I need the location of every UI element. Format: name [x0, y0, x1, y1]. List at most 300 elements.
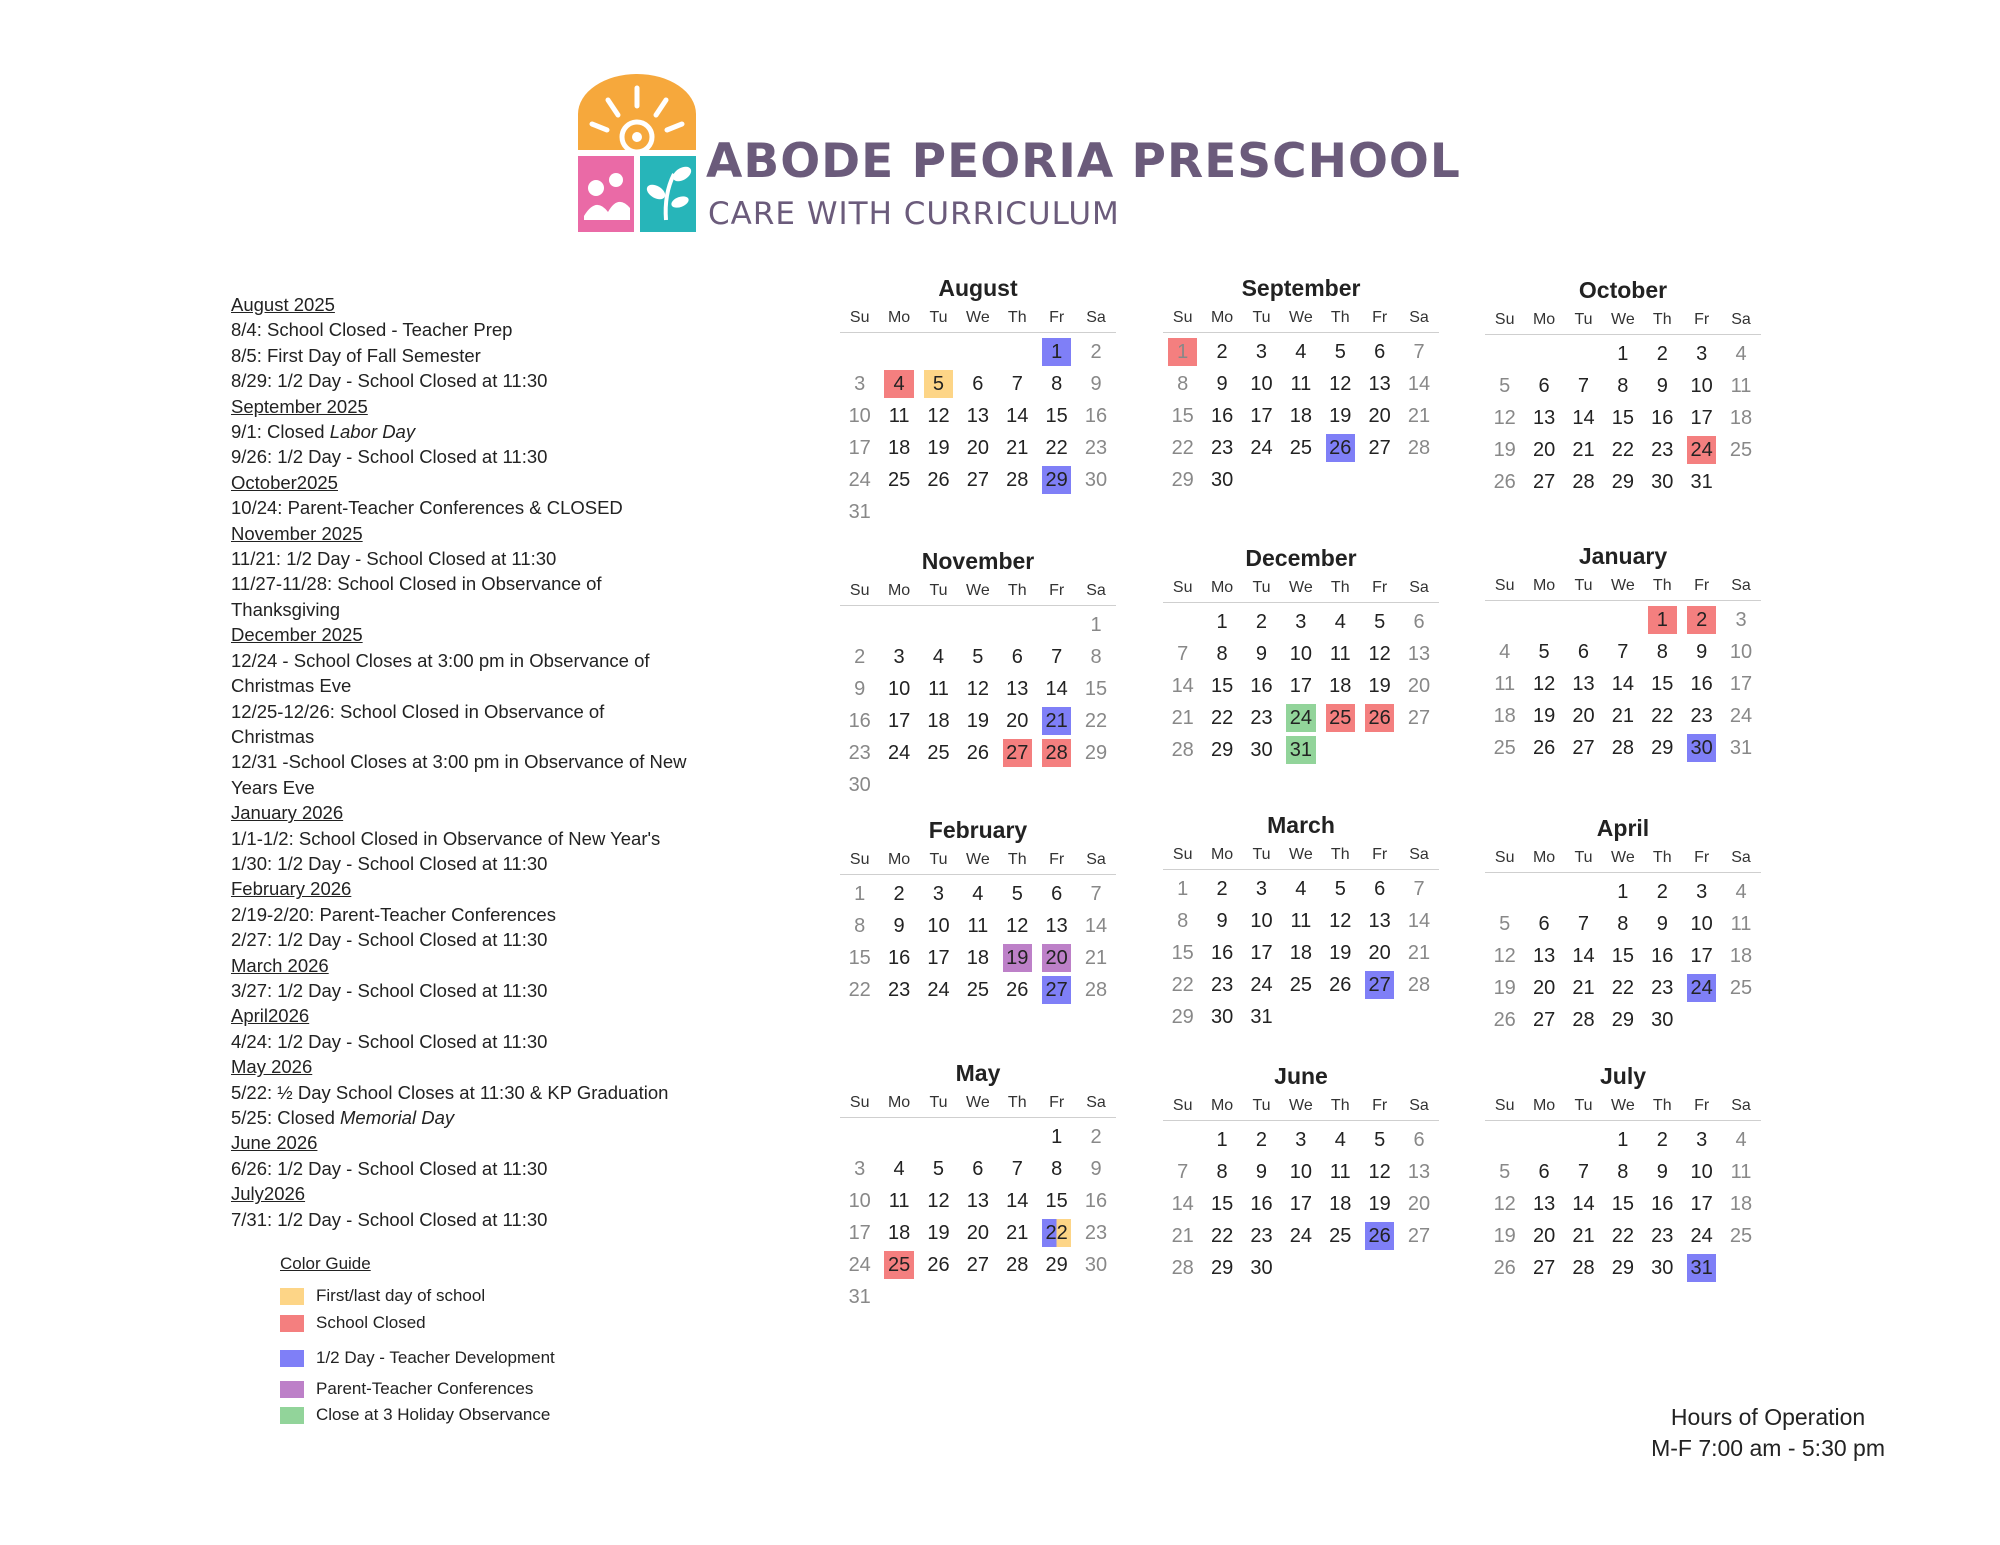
calendar-day: 18: [1729, 1193, 1753, 1215]
calendar-day: 23: [1651, 439, 1674, 461]
calendar-day: 21: [1611, 705, 1634, 727]
calendar-day: 13: [966, 1190, 989, 1212]
empty-cell: [840, 336, 879, 368]
calendar-day: 28: [1407, 974, 1431, 996]
calendar-day: 31: [848, 501, 871, 523]
weekday-label: Fr: [1372, 1097, 1388, 1114]
event-text: 5/25: Closed: [231, 1107, 341, 1128]
weekday-label: We: [966, 1094, 990, 1111]
calendar-day: 2: [1090, 341, 1102, 363]
calendar-day: 20: [1407, 675, 1431, 697]
calendar-day: 7: [1577, 913, 1590, 935]
empty-cell: [879, 609, 918, 641]
weekday-label: Sa: [1409, 579, 1429, 596]
event-text: 12/25-12/26: School Closed in Observance of: [231, 700, 605, 722]
calendar-day: 21: [1572, 439, 1595, 461]
calendar-day: 30: [1651, 1009, 1674, 1031]
calendar-day: 16: [848, 710, 871, 732]
calendar-day: 12: [1493, 407, 1516, 429]
calendar-day: 18: [1729, 945, 1753, 967]
event-line: [231, 597, 701, 622]
calendar-day: 17: [1289, 1193, 1312, 1215]
empty-cell: [998, 336, 1037, 368]
empty-cell: [1037, 609, 1076, 641]
weekday-label: We: [966, 582, 990, 599]
calendar-day: 28: [1084, 979, 1108, 1001]
calendar-day: 18: [1729, 407, 1753, 429]
legend-item: [280, 1405, 550, 1425]
event-month-heading: [231, 394, 701, 419]
days-grid: [1485, 1124, 1761, 1284]
event-month-heading: [231, 800, 701, 825]
weekday-label: Th: [1330, 579, 1350, 596]
event-text: 3/27: 1/2 Day - School Closed at 11:30: [231, 979, 548, 1001]
calendar-day: 29: [1171, 1006, 1194, 1028]
event-line: [231, 444, 701, 469]
calendar-day: 9: [1656, 1161, 1668, 1183]
school-tagline: CARE WITH CURRICULUM: [708, 196, 1120, 232]
calendar-day: 26: [1493, 471, 1516, 493]
calendar-day: 19: [927, 437, 950, 459]
calendar-day: 31: [1687, 1254, 1716, 1282]
calendar-day: 9: [1696, 641, 1708, 663]
event-month-heading: [231, 470, 701, 495]
calendar-day: 28: [1171, 1257, 1194, 1279]
event-text: December 2025: [231, 624, 363, 646]
calendar-day: 5: [1374, 1129, 1386, 1151]
calendar-day: 8: [1051, 1158, 1063, 1180]
weekday-header: [1485, 311, 1761, 335]
event-text: 8/29: 1/2 Day - School Closed at 11:30: [231, 370, 548, 392]
calendar-day: 1: [1617, 1129, 1629, 1151]
calendar-day: 7: [1090, 883, 1102, 905]
calendar-day: 23: [1651, 1225, 1674, 1247]
calendar-day: 11: [1290, 910, 1312, 932]
calendar-day: 30: [1687, 734, 1716, 762]
empty-cell: [1524, 1124, 1563, 1156]
calendar-day: 10: [848, 405, 871, 427]
month-title: October: [1578, 277, 1668, 303]
calendar-day: 30: [848, 774, 871, 796]
weekday-label: Th: [1007, 309, 1027, 326]
calendar-day: 17: [848, 1222, 871, 1244]
calendar-day: 31: [848, 1286, 871, 1308]
days-grid: [840, 609, 1116, 801]
calendar-day: 11: [967, 915, 989, 937]
calendar-day: 8: [1177, 910, 1189, 932]
calendar-day: 10: [1250, 910, 1273, 932]
month-calendar-may: [840, 1060, 1116, 1313]
weekday-label: Tu: [1252, 846, 1271, 863]
weekday-label: Mo: [1532, 311, 1556, 328]
calendar-day: 20: [1042, 944, 1071, 972]
weekday-label: Su: [1494, 849, 1515, 866]
calendar-day: 22: [1045, 437, 1068, 459]
event-text: 6/26: 1/2 Day - School Closed at 11:30: [231, 1157, 548, 1179]
calendar-day: 7: [1413, 341, 1425, 363]
calendar-day: 24: [848, 469, 871, 491]
weekday-label: Su: [849, 851, 870, 868]
event-text: 8/4: School Closed - Teacher Prep: [231, 319, 513, 341]
calendar-day: 25: [1329, 1225, 1352, 1247]
weekday-label: Th: [1652, 311, 1672, 328]
calendar-day: 1: [1051, 1126, 1063, 1148]
calendar-day: 7: [1011, 1158, 1023, 1180]
event-text: October2025: [231, 471, 338, 493]
calendar-day: 20: [1572, 705, 1595, 727]
month-calendar-july: [1485, 1063, 1761, 1284]
calendar-day: 21: [1407, 405, 1431, 427]
calendar-day: 31: [1729, 737, 1753, 759]
month-title: June: [1274, 1063, 1328, 1089]
calendar-day: 25: [966, 979, 989, 1001]
calendar-day: 11: [888, 1190, 910, 1212]
calendar-day: 9: [1216, 910, 1228, 932]
calendar-day: 25: [1289, 437, 1312, 459]
event-text: Years Eve: [231, 776, 315, 798]
calendar-day: 18: [927, 710, 950, 732]
event-line: [231, 699, 701, 724]
calendar-day: 21: [1084, 947, 1108, 969]
days-grid: [840, 336, 1116, 528]
legend-label: Parent-Teacher Conferences: [316, 1379, 534, 1398]
calendar-day: 31: [1250, 1006, 1273, 1028]
weekday-label: Th: [1652, 1097, 1672, 1114]
calendar-day: 27: [1407, 1225, 1431, 1247]
event-text: Christmas Eve: [231, 675, 352, 697]
event-line: [231, 571, 701, 596]
calendar-day: 19: [1368, 1193, 1391, 1215]
calendar-day: 24: [1687, 974, 1716, 1002]
event-line: [231, 1105, 701, 1130]
calendar-day: 2: [1255, 1129, 1268, 1151]
weekday-label: Mo: [1532, 1097, 1556, 1114]
empty-cell: [1564, 1124, 1603, 1156]
weekday-label: Tu: [1252, 309, 1271, 326]
calendar-day: 9: [1656, 375, 1668, 397]
calendar-day: 21: [1171, 707, 1194, 729]
calendar-day: 24: [887, 742, 911, 764]
calendar-day: 2: [1656, 343, 1668, 365]
weekday-label: Fr: [1049, 582, 1065, 599]
calendar-day: 2: [1656, 1129, 1668, 1151]
calendar-day: 26: [1326, 434, 1355, 462]
calendar-day: 22: [1611, 439, 1634, 461]
weekday-header: [1163, 846, 1439, 870]
calendar-day: 16: [1084, 405, 1108, 427]
calendar-day: 25: [1729, 439, 1753, 461]
calendar-day: 5: [1499, 375, 1511, 397]
calendar-day: 11: [1730, 913, 1752, 935]
calendar-day: 21: [1572, 1225, 1595, 1247]
calendar-day: 8: [1051, 373, 1063, 395]
month-calendar-february: [840, 817, 1116, 1006]
calendar-day: 12: [1532, 673, 1556, 695]
event-text: 9/1: Closed: [231, 421, 330, 443]
weekday-label: Mo: [1210, 846, 1234, 863]
calendar-day: 6: [1538, 913, 1550, 935]
calendar-day: 14: [1611, 673, 1634, 695]
weekday-label: Su: [1172, 309, 1193, 326]
event-line: [231, 749, 701, 774]
days-grid: [1485, 876, 1761, 1036]
event-line: [231, 368, 701, 393]
calendar-day: 22: [1210, 707, 1234, 729]
calendar-day: 23: [887, 979, 911, 1001]
days-grid: [1163, 336, 1439, 496]
empty-cell: [1564, 338, 1603, 370]
legend-item: [280, 1348, 555, 1368]
weekday-label: Mo: [1532, 849, 1556, 866]
month-title: July: [1599, 1063, 1647, 1089]
event-line: [231, 724, 701, 749]
calendar-day: 22: [1611, 977, 1634, 999]
calendar-day: 29: [1210, 739, 1234, 761]
weekday-header: [1163, 309, 1439, 333]
calendar-day: 30: [1651, 471, 1674, 493]
calendar-day: 7: [1051, 646, 1063, 668]
hours-title: Hours of Operation: [1670, 1404, 1866, 1430]
calendar-day: 27: [966, 1254, 989, 1276]
calendar-day: 6: [1538, 375, 1550, 397]
calendar-day: 8: [854, 915, 866, 937]
calendar-day: 26: [1329, 974, 1352, 996]
calendar-day: 2: [1687, 606, 1716, 634]
legend-label: Close at 3 Holiday Observance: [316, 1405, 551, 1424]
calendar-day: 3: [1696, 343, 1708, 365]
calendar-day: 13: [1045, 915, 1068, 937]
calendar-day: 21: [1407, 942, 1431, 964]
empty-cell: [1163, 606, 1202, 638]
weekday-label: Sa: [1409, 846, 1429, 863]
month-calendar-august: [840, 275, 1116, 528]
calendar-day: 4: [1735, 343, 1747, 365]
calendar-day: 18: [1493, 705, 1516, 727]
calendar-day: 17: [887, 710, 911, 732]
calendar-day: 12: [1493, 1193, 1516, 1215]
weekday-header: [840, 582, 1116, 606]
weekday-header: [1485, 577, 1761, 601]
weekday-label: Su: [849, 309, 870, 326]
calendar-day: 16: [1651, 945, 1674, 967]
calendar-day: 4: [1334, 611, 1346, 633]
calendar-day: 21: [1042, 707, 1071, 735]
calendar-day: 29: [1045, 1254, 1068, 1276]
calendar-day: 7: [1011, 373, 1023, 395]
calendar-day: 25: [1289, 974, 1312, 996]
calendar-day: 15: [1611, 407, 1634, 429]
event-holiday-name: Labor Day: [329, 421, 416, 443]
calendar-day: 28: [1572, 1257, 1595, 1279]
calendar-day: 11: [1730, 375, 1752, 397]
empty-cell: [998, 609, 1037, 641]
event-month-heading: [231, 1181, 701, 1206]
calendar-day: 20: [1407, 1193, 1431, 1215]
calendar-day: 27: [1572, 737, 1595, 759]
calendar-day: 19: [1493, 1225, 1516, 1247]
weekday-label: Mo: [887, 309, 911, 326]
calendar-day: 15: [1651, 673, 1674, 695]
calendar-day: 22: [1651, 705, 1674, 727]
calendar-day: 14: [1006, 405, 1029, 427]
event-text: 8/5: First Day of Fall Semester: [231, 344, 481, 366]
calendar-day: 5: [1499, 1161, 1511, 1183]
calendar-day: 8: [1216, 643, 1228, 665]
calendar-day: 19: [1368, 675, 1391, 697]
preschool-logo: [578, 74, 696, 232]
calendar-day: 14: [1084, 915, 1108, 937]
weekday-header: [1163, 1097, 1439, 1121]
calendar-day: 12: [1368, 1161, 1391, 1183]
event-month-heading: [231, 1130, 701, 1155]
calendar-day: 10: [1250, 373, 1273, 395]
calendar-day: 1: [1216, 611, 1228, 633]
calendar-day: 9: [1255, 1161, 1268, 1183]
weekday-label: We: [1289, 309, 1313, 326]
legend-item: [280, 1313, 426, 1333]
event-text: July2026: [231, 1183, 306, 1205]
calendar-day: 19: [1493, 439, 1516, 461]
weekday-label: Mo: [1210, 1097, 1234, 1114]
legend-swatch: [280, 1315, 304, 1332]
calendar-day: 30: [1651, 1257, 1674, 1279]
event-text: 11/27-11/28: School Closed in Observance of: [231, 573, 602, 595]
calendar-day: 13: [1006, 678, 1029, 700]
days-grid: [1485, 338, 1761, 498]
calendar-day: 5: [1374, 611, 1386, 633]
legend-swatch: [280, 1350, 304, 1367]
calendar-day: 12: [927, 1190, 950, 1212]
weekday-label: Su: [1172, 846, 1193, 863]
calendar-day: 16: [1651, 1193, 1674, 1215]
calendar-day: 28: [1006, 469, 1029, 491]
calendar-day: 19: [1493, 977, 1516, 999]
weekday-label: Su: [1172, 579, 1193, 596]
legend-label: First/last day of school: [316, 1286, 486, 1305]
calendar-day: 20: [1368, 942, 1391, 964]
empty-cell: [919, 1121, 958, 1153]
calendar-day: 16: [1210, 942, 1234, 964]
event-line: [231, 927, 701, 952]
calendar-day: 14: [1407, 910, 1431, 932]
empty-cell: [1163, 1124, 1202, 1156]
calendar-day: 1: [1216, 1129, 1228, 1151]
empty-cell: [1485, 604, 1524, 636]
weekday-label: Fr: [1694, 577, 1710, 594]
calendar-day: 15: [1611, 945, 1634, 967]
calendar-day: 23: [1250, 707, 1273, 729]
event-line: [231, 1156, 701, 1181]
calendar-day: 30: [1084, 469, 1108, 491]
weekday-label: Fr: [1372, 846, 1388, 863]
month-calendar-june: [1163, 1063, 1439, 1284]
empty-cell: [998, 1121, 1037, 1153]
weekday-label: Tu: [929, 582, 948, 599]
days-grid: [840, 878, 1116, 1006]
calendar-day: 19: [1003, 944, 1032, 972]
calendar-day: 23: [1250, 1225, 1273, 1247]
event-line: [231, 1207, 701, 1232]
calendar-day: 6: [1374, 341, 1386, 363]
event-text: 1/1-1/2: School Closed in Observance of New Year's: [231, 827, 661, 849]
calendar-day: 2: [893, 883, 905, 905]
calendar-day: 5: [1499, 913, 1511, 935]
calendar-day: 26: [1493, 1257, 1516, 1279]
empty-cell: [958, 336, 997, 368]
weekday-label: Fr: [1694, 311, 1710, 328]
calendar-day: 13: [1368, 910, 1391, 932]
event-line: [231, 1080, 701, 1105]
calendar-day: 28: [1042, 739, 1071, 767]
calendar-day: 6: [1413, 1129, 1425, 1151]
calendar-day: 1: [1168, 338, 1197, 366]
weekday-label: We: [1611, 849, 1635, 866]
calendar-day: 9: [854, 678, 866, 700]
month-title: September: [1241, 275, 1361, 301]
month-calendar-december: [1163, 545, 1439, 766]
calendar-day: 19: [1329, 942, 1352, 964]
empty-cell: [958, 1121, 997, 1153]
empty-cell: [1485, 876, 1524, 908]
calendar-day: 17: [1690, 1193, 1713, 1215]
weekday-label: Tu: [929, 1094, 948, 1111]
weekday-label: Sa: [1731, 311, 1751, 328]
calendar-day: 16: [1690, 673, 1713, 695]
month-title: January: [1578, 543, 1668, 569]
event-text: 10/24: Parent-Teacher Conferences & CLOSED: [231, 497, 623, 519]
calendar-day: 24: [1690, 1225, 1713, 1247]
calendar-day: 14: [1572, 407, 1595, 429]
empty-cell: [919, 336, 958, 368]
calendar-day: 10: [1690, 1161, 1713, 1183]
calendar-day: 28: [1407, 437, 1431, 459]
calendar-day: 17: [848, 437, 871, 459]
event-text: March 2026: [231, 954, 329, 976]
calendar-day: 7: [1413, 878, 1425, 900]
calendar-day: 29: [1611, 1257, 1634, 1279]
calendar-day: 23: [1210, 974, 1234, 996]
calendar-day: 19: [966, 710, 989, 732]
month-title: May: [955, 1060, 1001, 1086]
calendar-day: 8: [1177, 373, 1189, 395]
weekday-label: Th: [1652, 577, 1672, 594]
event-month-heading: [231, 953, 701, 978]
calendar-day: 16: [887, 947, 911, 969]
calendar-day: 29: [1611, 1009, 1634, 1031]
weekday-header: [840, 851, 1116, 875]
weekday-header: [1485, 849, 1761, 873]
calendar-day: 19: [1532, 705, 1556, 727]
weekday-label: Fr: [1049, 851, 1065, 868]
weekday-label: Su: [1494, 1097, 1515, 1114]
calendar-day: 18: [887, 1222, 911, 1244]
calendar-day: 18: [966, 947, 989, 969]
calendar-day: 29: [1171, 469, 1194, 491]
calendar-day: 28: [1006, 1254, 1029, 1276]
event-text: September 2025: [231, 395, 368, 417]
event-month-heading: [231, 1054, 701, 1079]
calendar-day: 26: [1532, 737, 1556, 759]
calendar-day: 27: [1532, 1257, 1556, 1279]
calendar-day: 28: [1572, 471, 1595, 493]
calendar-day: 28: [1572, 1009, 1595, 1031]
event-line: [231, 1029, 701, 1054]
calendar-day: 29: [1042, 466, 1071, 494]
weekday-label: Mo: [1210, 309, 1234, 326]
calendar-day: 4: [1735, 881, 1747, 903]
calendar-day: 8: [1617, 1161, 1629, 1183]
calendar-day: 18: [887, 437, 911, 459]
